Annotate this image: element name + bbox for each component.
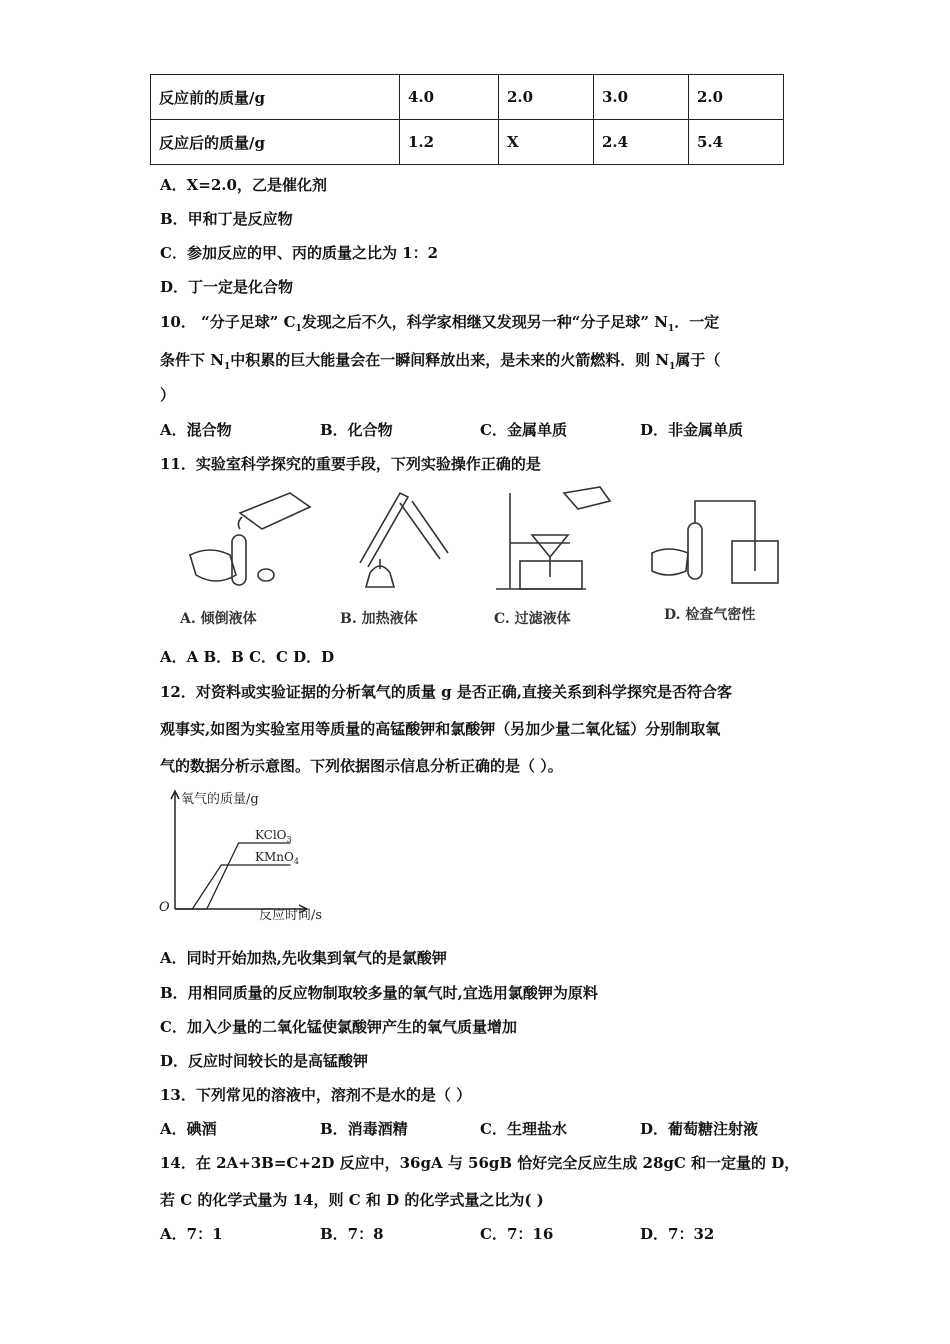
q11-stem: 11．实验室科学探究的重要手段，下列实验操作正确的是 [160,455,541,473]
origin-label: O [159,900,170,915]
lab-operations-figure [180,483,790,633]
filtering-illustration [496,487,610,589]
q9-option-c[interactable]: C．参加反应的甲、丙的质量之比为 1：2 [160,244,439,262]
heating-liquid-illustration [360,493,448,587]
q10-stem-line2 [160,349,720,372]
figure-label-d: D. 检查气密性 [664,607,756,623]
text: 发现之后不久，科学家相继又发现另一种“分子足球” N [301,313,668,331]
q10-option-a[interactable]: A．混合物 [160,421,232,439]
text: 属于（ [675,351,721,369]
table-cell: 2.0 [689,75,784,120]
q12-option-c[interactable]: C．加入少量的二氧化锰使氯酸钾产生的氧气质量增加 [160,1018,517,1036]
q14-stem-line1: 14．在 2A+3B=C+2D 反应中，36gA 与 56gB 恰好完全反应生成 28gC 和一定量的 D， [160,1154,800,1172]
q14-option-d[interactable]: D．7：32 [640,1225,715,1243]
table-row [151,120,784,165]
q10-options [160,419,800,440]
q9-option-a[interactable]: A．X=2.0，乙是催化剂 [160,176,327,194]
q12-stem-line3: 气的数据分析示意图。下列依据图示信息分析正确的是（ ）。 [160,757,563,775]
oxygen-mass-chart [155,785,355,935]
q14-option-c[interactable]: C．7：16 [480,1225,554,1243]
q14-options [160,1223,800,1244]
q13-option-c[interactable]: C．生理盐水 [480,1120,567,1138]
table-cell: 反应后的质量/g [151,120,400,165]
q10-stem-line1 [160,311,719,334]
subscript: 1 [667,324,675,334]
q14-stem-line2: 若 C 的化学式量为 14，则 C 和 D 的化学式量之比为( ) [160,1191,544,1209]
x-axis-label: 反应时间/s [259,908,323,923]
series-subscript: 4 [293,857,299,866]
legend-label-kclo3 [255,828,292,844]
q10-option-b[interactable]: B．化合物 [320,421,393,439]
q12-stem-line1: 12．对资料或实验证据的分析氧气的质量 g 是否正确,直接关系到科学探究是否符合客 [160,683,733,701]
q14-option-a[interactable]: A．7：1 [160,1225,223,1243]
pouring-liquid-illustration [190,493,310,585]
q14-option-b[interactable]: B．7：8 [320,1225,384,1243]
legend-label-kmno4 [255,850,299,866]
airtightness-check-illustration [652,501,778,583]
q9-option-b[interactable]: B．甲和丁是反应物 [160,210,293,228]
table-cell: 1.2 [400,120,499,165]
series-name: KClO [255,828,287,842]
q10-option-d[interactable]: D．非金属单质 [640,421,744,439]
series-name: KMnO [255,850,294,864]
q12-stem-line2: 观事实,如图为实验室用等质量的高锰酸钾和氯酸钾（另加少量二氧化锰）分别制取氧 [160,720,721,738]
table-cell: 5.4 [689,120,784,165]
q13-option-d[interactable]: D．葡萄糖注射液 [640,1120,759,1138]
table-cell: 2.4 [594,120,689,165]
table-row [151,75,784,120]
q10-option-c[interactable]: C．金属单质 [480,421,567,439]
subscript: 1 [669,362,676,372]
table-cell: 2.0 [499,75,594,120]
text: 10． “分子足球” C [160,313,296,331]
q9-option-d[interactable]: D．丁一定是化合物 [160,278,294,296]
q13-option-b[interactable]: B．消毒酒精 [320,1120,408,1138]
q12-option-b[interactable]: B．用相同质量的反应物制取较多量的氧气时,宜选用氯酸钾为原料 [160,984,598,1002]
y-axis-label: 氧气的质量/g [181,792,259,807]
q12-option-a[interactable]: A．同时开始加热,先收集到氧气的是氯酸钾 [160,949,447,967]
text: 中积累的巨大能量会在一瞬间释放出来，是未来的火箭燃料．则 N [230,351,670,369]
q13-option-a[interactable]: A．碘酒 [160,1120,217,1138]
q12-option-d[interactable]: D．反应时间较长的是高锰酸钾 [160,1052,369,1070]
q13-stem: 13．下列常见的溶液中，溶剂不是水的是（ ） [160,1086,472,1104]
table-cell: 4.0 [400,75,499,120]
figure-label-b: B. 加热液体 [340,611,418,627]
figure-label-a: A. 倾倒液体 [180,611,257,627]
table-cell: 3.0 [594,75,689,120]
subscript: 1 [223,362,231,372]
table-cell: 反应前的质量/g [151,75,400,120]
text: ．一定 [674,313,720,331]
q10-stem-line3: ） [160,386,176,404]
text: 条件下 N [160,351,224,369]
subscript: 1 [295,324,302,334]
mass-table [150,74,784,165]
table-cell: X [499,120,594,165]
series-subscript: 3 [286,835,292,844]
figure-label-c: C. 过滤液体 [494,611,571,627]
q13-options [160,1118,800,1139]
series-line-kmno4 [175,865,291,909]
q11-answer-options[interactable]: A．A B．B C．C D．D [160,648,335,666]
